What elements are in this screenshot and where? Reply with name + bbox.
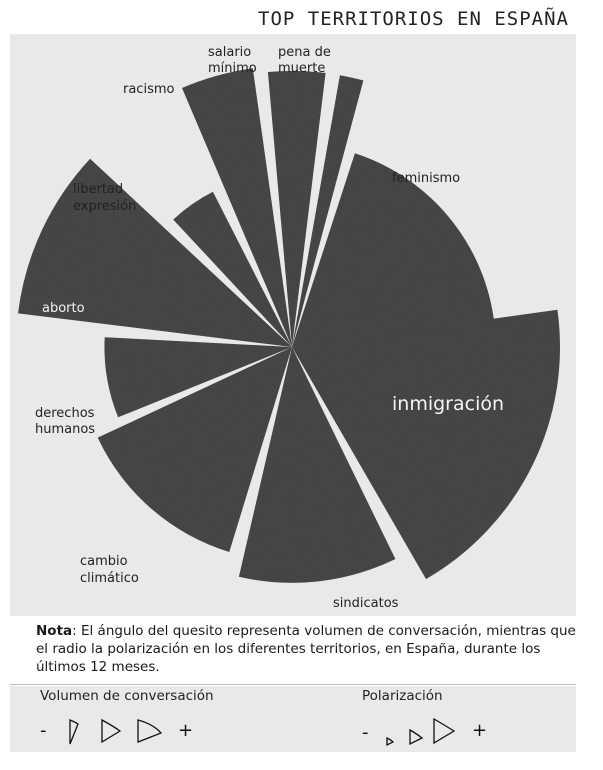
chart-panel xyxy=(10,34,576,616)
legend-polarization-small-icon xyxy=(387,738,393,745)
divider xyxy=(10,684,576,685)
label-sindicatos: sindicatos xyxy=(333,596,399,611)
legend-shapes xyxy=(10,686,576,752)
legend-polarization-medium-icon xyxy=(410,730,422,744)
pie-chart xyxy=(10,34,576,616)
label-pena-de-muerte-1: pena de xyxy=(278,45,331,60)
legend-polarization-large-icon xyxy=(434,719,454,743)
legend-volume-large-icon xyxy=(138,720,161,742)
chart-title: TOP TERRITORIOS EN ESPAÑA xyxy=(252,4,585,34)
legend-volume-plus: + xyxy=(178,720,194,741)
label-aborto: aborto xyxy=(42,301,85,316)
label-feminismo: feminismo xyxy=(392,171,461,186)
label-salario-minimo-2: mínimo xyxy=(208,61,257,76)
label-derechos-humanos-2: humanos xyxy=(35,422,96,437)
legend-volume-small-icon xyxy=(70,720,78,744)
label-derechos-humanos-1: derechos xyxy=(35,406,95,421)
label-libertad-expresion-2: expresión xyxy=(73,199,137,214)
label-cambio-climatico-2: climático xyxy=(80,571,139,586)
label-inmigracion: inmigración xyxy=(392,393,505,415)
label-pena-de-muerte-2: muerte xyxy=(278,61,326,76)
legend-volume-minus: - xyxy=(40,720,47,741)
legend-polarization-title: Polarización xyxy=(362,688,443,704)
label-cambio-climatico-1: cambio xyxy=(80,554,128,569)
legend-polarization-minus: - xyxy=(362,722,369,743)
legend-polarization-plus: + xyxy=(472,720,488,741)
note-bold: Nota xyxy=(36,623,73,639)
chart-note xyxy=(36,622,576,676)
label-salario-minimo-1: salario xyxy=(208,45,252,60)
label-racismo: racismo xyxy=(123,82,175,97)
legend-volume-title: Volumen de conversación xyxy=(40,688,214,704)
legend xyxy=(10,686,576,752)
note-text: : El ángulo del quesito representa volumen de conversación, mientras que el radio la polarización en los diferentes territorios, en España, durante los últimos 12 meses. xyxy=(36,623,576,675)
label-libertad-expresion-1: libertad xyxy=(73,182,124,197)
legend-volume-medium-icon xyxy=(102,720,120,742)
